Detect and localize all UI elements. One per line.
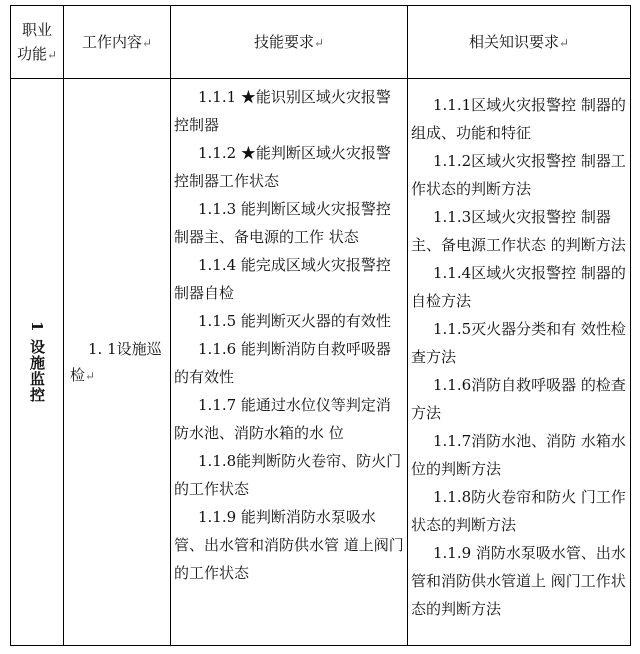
knowledge-item: 1.1.9 消防水泵吸水管、出水管和消防供水管道上 阀门工作状态的判断方法 [411, 544, 626, 618]
skill-item: 1.1.2 ★能判断区域火灾报警控制器工作状态 [174, 144, 391, 190]
work-content-label: 1. 1设施巡检 [70, 339, 162, 384]
knowledge-item: 1.1.7消防水池、消防 水箱水位的判断方法 [411, 432, 626, 478]
skill-item: 1.1.3 能判断区域火灾报警控制器主、备电源的工作 状态 [174, 200, 391, 246]
knowledge-item: 1.1.8防火卷帘和防火 门工作状态的判断方法 [411, 488, 626, 534]
skills-cell [171, 79, 408, 646]
function-cell [11, 79, 64, 646]
knowledge-cell [408, 79, 631, 646]
skill-item: 1.1.1 ★能识别区域火灾报警控制器 [174, 88, 391, 134]
knowledge-item: 1.1.4区域火灾报警控 制器的自检方法 [411, 264, 626, 310]
header-work-content: 工作内容↵ [64, 6, 171, 79]
function-label: 1 设施监控 [28, 321, 46, 403]
knowledge-item: 1.1.3区域火灾报警控 制器主、备电源工作状态 的判断方法 [411, 208, 626, 254]
header-knowledge-requirements: 相关知识要求↵ [408, 6, 631, 79]
skill-item: 1.1.7 能通过水位仪等判定消防水池、消防水箱的水 位 [174, 396, 391, 442]
skill-item: 1.1.9 能判断消防水泵吸水管、出水管和消防供水管 道上阀门的工作状态 [174, 508, 404, 582]
knowledge-item: 1.1.5灭火器分类和有 效性检查方法 [411, 320, 626, 366]
work-content-cell: 1. 1设施巡检↵ [64, 79, 171, 646]
skills-table [10, 5, 631, 646]
header-occupation-function: 职业 功能↵ [11, 6, 64, 79]
knowledge-item: 1.1.2区域火灾报警控 制器工作状态的判断方法 [411, 152, 626, 198]
skill-item: 1.1.6 能判断消防自救呼吸器的有效性 [174, 340, 391, 386]
knowledge-item: 1.1.6消防自救呼吸器 的检查方法 [411, 376, 626, 422]
header-row [11, 6, 631, 79]
skill-item: 1.1.4 能完成区域火灾报警控制器自检 [174, 256, 391, 302]
skill-item: 1.1.8能判断防火卷帘、防火门的工作状态 [174, 452, 402, 498]
skill-item: 1.1.5 能判断灭火器的有效性 [198, 312, 391, 330]
table-row [11, 79, 631, 646]
knowledge-item: 1.1.1区域火灾报警控 制器的组成、功能和特征 [411, 96, 626, 142]
header-skill-requirements: 技能要求↵ [171, 6, 408, 79]
